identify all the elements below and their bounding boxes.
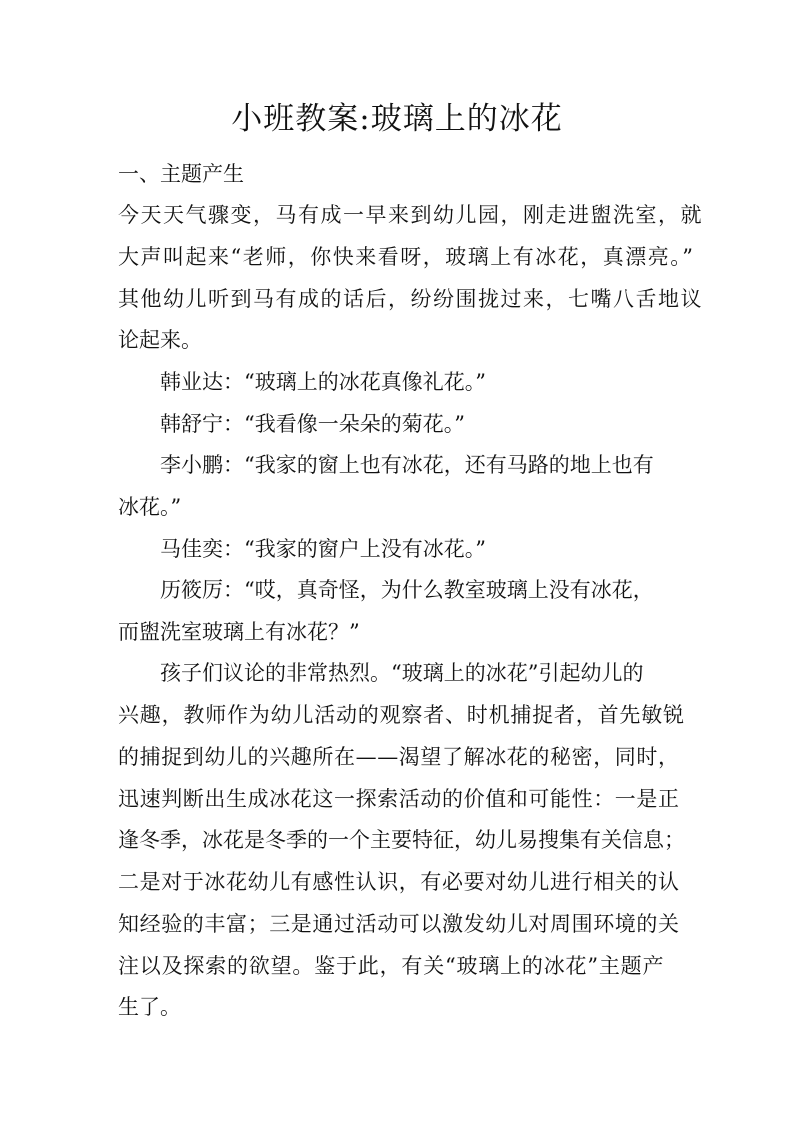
- dialogue-line: 马佳奕：“我家的窗户上没有冰花。”: [160, 537, 486, 561]
- dialogue-line: 韩舒宁：“我看像一朵朵的菊花。”: [160, 412, 465, 436]
- document-title: 小班教案:玻璃上的冰花: [231, 101, 563, 137]
- body-line: 逢冬季，冰花是冬季的一个主要特征，幼儿易搜集有关信息；: [118, 828, 685, 852]
- body-line: 迅速判断出生成冰花这一探索活动的价值和可能性：一是正: [118, 787, 680, 811]
- body-line: 二是对于冰花幼儿有感性认识，有必要对幼儿进行相关的认: [118, 870, 680, 894]
- dialogue-line: 韩业达：“玻璃上的冰花真像礼花。”: [160, 370, 486, 394]
- body-line: 的捕捉到幼儿的兴趣所在——渴望了解冰花的秘密，同时，: [118, 745, 680, 769]
- body-line: 孩子们议论的非常热烈。“玻璃上的冰花”引起幼儿的: [160, 661, 644, 685]
- body-line: 其他幼儿听到马有成的话后，纷纷围拢过来，七嘴八舌地议: [118, 287, 703, 311]
- body-line: 知经验的丰富；三是通过活动可以激发幼儿对周围环境的关: [118, 912, 680, 936]
- body-line: 兴趣，教师作为幼儿活动的观察者、时机捕捉者，首先敏锐: [118, 703, 685, 727]
- body-line: 注以及探索的欲望。鉴于此，有关“玻璃上的冰花”主题产: [118, 954, 665, 978]
- section-heading: 一、主题产生: [118, 162, 244, 186]
- body-line: 论起来。: [118, 328, 202, 352]
- dialogue-line: 冰花。”: [118, 495, 182, 519]
- body-line: 大声叫起来“老师，你快来看呀，玻璃上有冰花，真漂亮。”: [118, 245, 695, 269]
- dialogue-line: 历筱厉：“哎，真奇怪，为什么教室玻璃上没有冰花，: [160, 578, 654, 602]
- body-line: 今天天气骤变，马有成一早来到幼儿园，刚走进盥洗室，就: [118, 203, 703, 227]
- dialogue-line: 李小鹏：“我家的窗上也有冰花，还有马路的地上也有: [160, 453, 654, 477]
- dialogue-line: 而盥洗室玻璃上有冰花？”: [118, 620, 360, 644]
- body-line: 生了。: [118, 995, 181, 1019]
